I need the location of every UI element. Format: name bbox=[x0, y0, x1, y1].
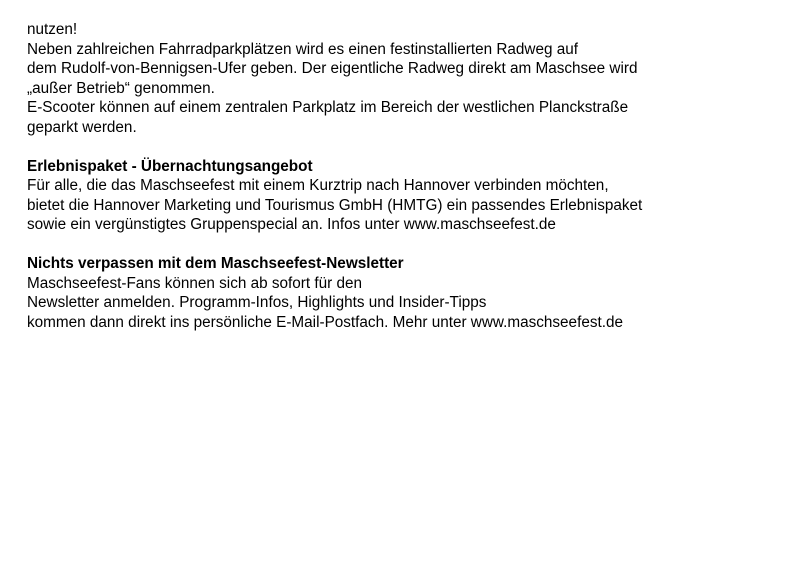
package-section bbox=[27, 157, 787, 235]
text-line: kommen dann direkt ins persönliche E-Mail-Postfach. Mehr unter www.maschseefest.de bbox=[27, 313, 623, 331]
newsletter-section bbox=[27, 254, 787, 332]
text-line: E-Scooter können auf einem zentralen Parkplatz im Bereich der westlichen Planckstraße bbox=[27, 99, 629, 116]
document-page bbox=[27, 20, 787, 332]
text-line: bietet die Hannover Marketing und Tourismus GmbH (HMTG) ein passendes Erlebnispaket bbox=[27, 196, 643, 214]
text-line: geparkt werden. bbox=[27, 118, 137, 136]
section-heading: Erlebnispaket - Übernachtungsangebot bbox=[27, 157, 313, 175]
intro-paragraph bbox=[27, 20, 787, 137]
text-line: Für alle, die das Maschseefest mit einem Kurztrip nach Hannover verbinden möchten, bbox=[27, 177, 609, 194]
text-line: Neben zahlreichen Fahrradparkplätzen wird es einen festinstallierten Radweg auf bbox=[27, 40, 579, 58]
text-line: Maschseefest-Fans können sich ab sofort für den bbox=[27, 274, 363, 292]
section-heading: Nichts verpassen mit dem Maschseefest-Newsletter bbox=[27, 255, 404, 272]
text-line: nutzen! bbox=[27, 21, 78, 38]
paragraph-spacer bbox=[27, 137, 787, 157]
text-line: sowie ein vergünstigtes Gruppenspecial an. Infos unter www.maschseefest.de bbox=[27, 216, 556, 233]
text-line: Newsletter anmelden. Programm-Infos, Highlights und Insider-Tipps bbox=[27, 294, 487, 311]
text-line: „außer Betrieb“ genommen. bbox=[27, 79, 215, 97]
paragraph-spacer bbox=[27, 235, 787, 255]
text-line: dem Rudolf-von-Bennigsen-Ufer geben. Der eigentliche Radweg direkt am Maschsee wird bbox=[27, 60, 638, 77]
